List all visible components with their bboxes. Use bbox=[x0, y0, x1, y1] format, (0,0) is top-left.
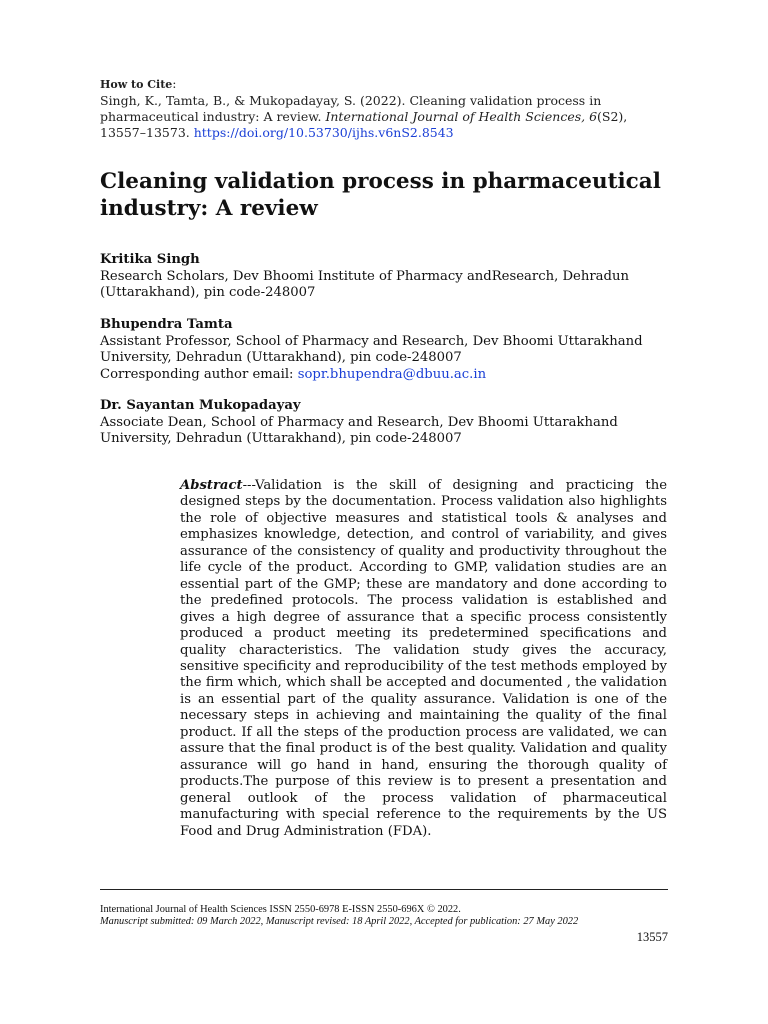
author-affiliation: Associate Dean, School of Pharmacy and Research, Dev Bhoomi Uttarakhand University, Dehradun (Uttarakhand), pin code-248007 bbox=[100, 414, 618, 446]
citation-authors-title: Singh, K., Tamta, B., & Mukopadayay, S. (2022). Cleaning validation process in pharmaceutical industry: A review. bbox=[100, 93, 602, 124]
email-label: Corresponding author email: bbox=[100, 366, 298, 382]
footer-dates-line: Manuscript submitted: 09 March 2022, Manuscript revised: 18 April 2022, Accepted for publication: 27 May 2022 bbox=[100, 916, 579, 927]
how-to-cite-colon: : bbox=[172, 76, 177, 91]
abstract-label: Abstract bbox=[180, 478, 243, 493]
citation-doi-link[interactable]: https://doi.org/10.53730/ijhs.v6nS2.8543 bbox=[193, 125, 454, 140]
footer bbox=[100, 904, 670, 928]
footer-journal-line: International Journal of Health Sciences ISSN 2550-6978 E-ISSN 2550-696X © 2022. bbox=[100, 904, 461, 915]
footer-divider bbox=[100, 889, 668, 890]
corresponding-email-line bbox=[100, 367, 690, 384]
author-block bbox=[100, 252, 690, 302]
citation-issue-pages: (S2), 13557–13573. bbox=[100, 109, 628, 140]
how-to-cite-heading bbox=[100, 76, 670, 93]
how-to-cite-label: How to Cite bbox=[100, 78, 173, 91]
author-name: Bhupendra Tamta bbox=[100, 317, 233, 332]
page-number: 13557 bbox=[636, 930, 668, 944]
citation-journal: International Journal of Health Sciences, 6 bbox=[325, 109, 598, 124]
author-name: Dr. Sayantan Mukopadayay bbox=[100, 398, 301, 413]
author-affiliation: Assistant Professor, School of Pharmacy and Research, Dev Bhoomi Uttarakhand University, Dehradun (Uttarakhand), pin code-248007 bbox=[100, 333, 643, 365]
how-to-cite-block bbox=[100, 76, 670, 141]
author-name: Kritika Singh bbox=[100, 252, 200, 267]
abstract-block bbox=[180, 478, 667, 840]
paper-title: Cleaning validation process in pharmaceutical industry: A review bbox=[100, 169, 661, 221]
abstract-text: ---Validation is the skill of designing and practicing the designed steps by the documentation. Process validation also highlights the role of objective measures and statistical tools & analyses and emphasizes knowledge, detection, and control of variability, and gives assurance of the consistency of quality and productivity throughout the life cycle of the product. According to GMP, validation studies are an essential part of the GMP; these are mandatory and done according to the predefined protocols. The process validation is established and gives a high degree of assurance that a specific process consistently produced a product meeting its predetermined specifications and quality characteristics. The validation study gives the accuracy, sensitive specificity and reproducibility of the test methods employed by the firm which, which shall be accepted and documented , the validation is an essential part of the quality assurance. Validation is one of the necessary steps in achieving and maintaining the quality of the final product. If all the steps of the production process are validated, we can assure that the final product is of the best quality. Validation and quality assurance will go hand in hand, ensuring the thorough quality of products.The purpose of this review is to present a presentation and general outlook of the process validation of pharmaceutical manufacturing with special reference to the requirements by the US Food and Drug Administration (FDA). bbox=[180, 478, 667, 839]
email-link[interactable]: sopr.bhupendra@dbuu.ac.in bbox=[297, 366, 487, 382]
author-affiliation: Research Scholars, Dev Bhoomi Institute of Pharmacy andResearch, Dehradun (Uttarakhand), pin code-248007 bbox=[100, 268, 629, 300]
author-block bbox=[100, 398, 690, 448]
citation-text bbox=[100, 93, 670, 141]
author-block bbox=[100, 317, 690, 383]
